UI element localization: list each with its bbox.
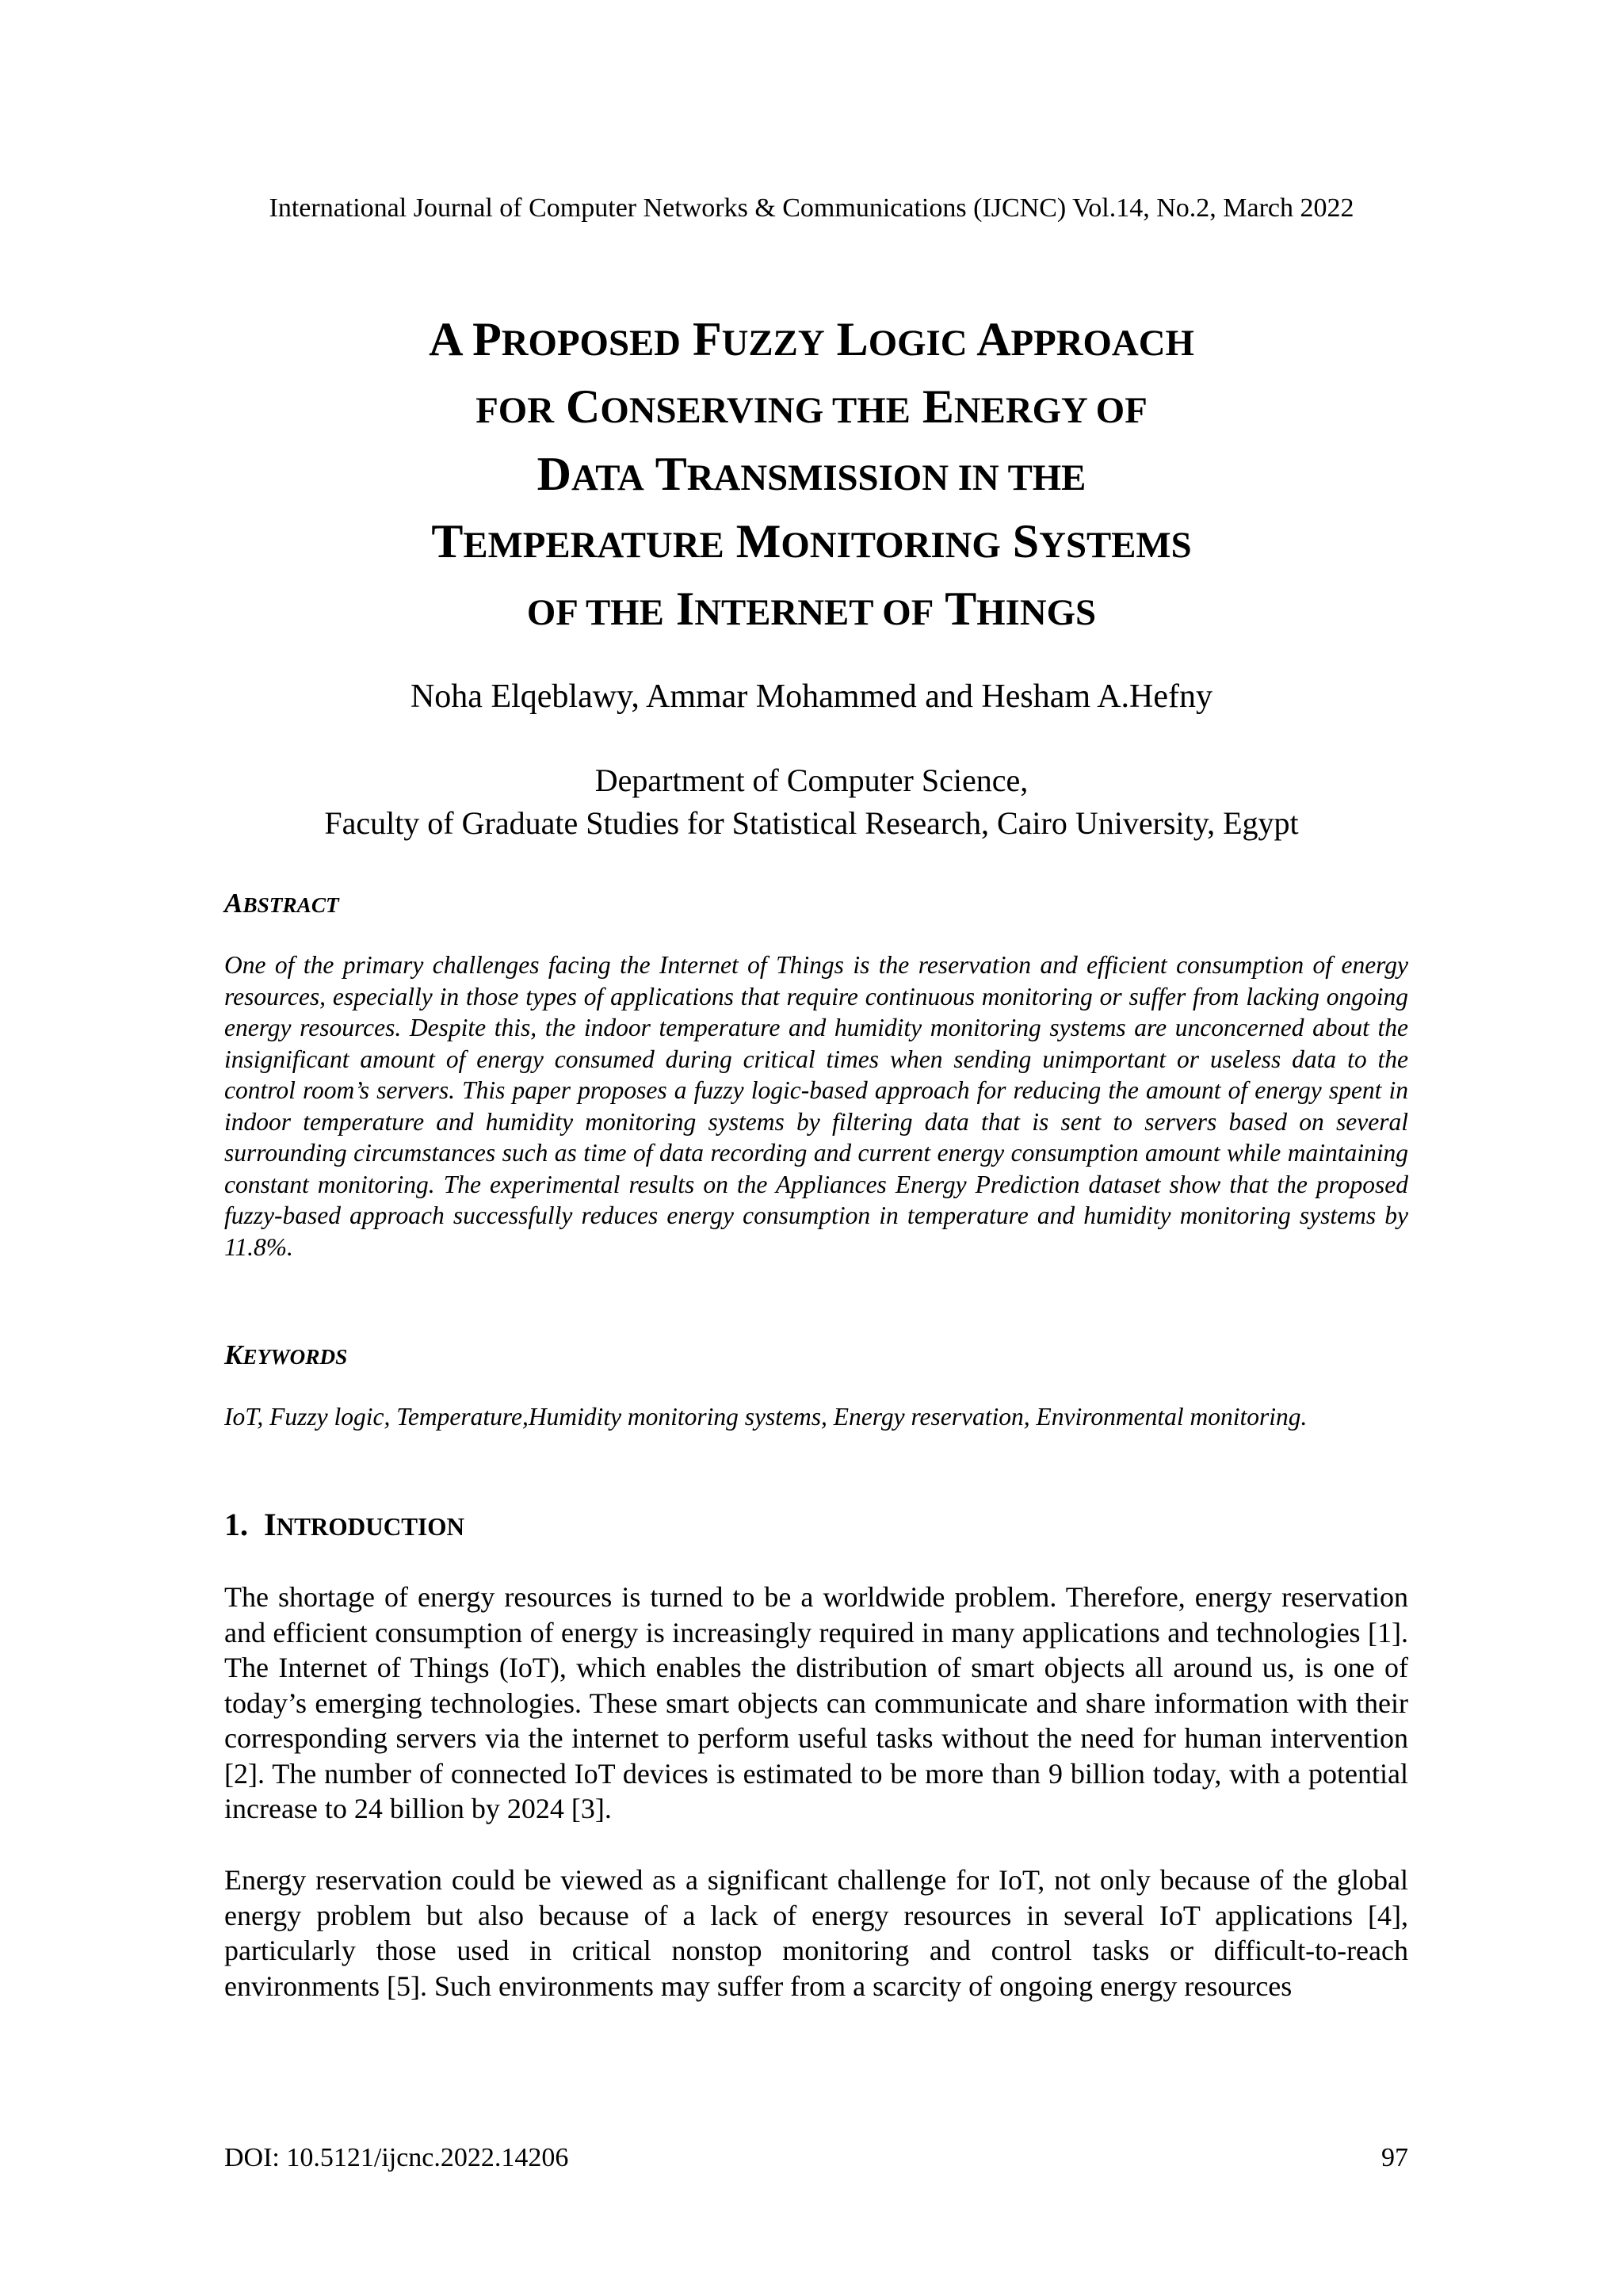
affiliation <box>0 759 1623 845</box>
abstract-text: One of the primary challenges facing the Internet of Things is the reservation and efficient consumption of energy resources, especially in those types of applications that require continuous monitoring or suffer from lacking ongoing energy resources. Despite this, the indoor temperature and humidity monitoring systems are unconcerned about the insignificant amount of energy consumed during critical times when sending unimportant or useless data to the control room’s servers. This paper proposes a fuzzy logic-based approach for reducing the amount of energy spent in indoor temperature and humidity monitoring systems by filtering data that is sent to servers based on several surrounding circumstances such as time of data recording and current energy consumption amount while maintaining constant monitoring. The experimental results on the Appliances Energy Prediction dataset show that the proposed fuzzy-based approach successfully reduces energy consumption in temperature and humidity monitoring systems by 11.8%. <box>224 951 1408 1261</box>
author-list: Noha Elqeblawy, Ammar Mohammed and Hesham A.Hefny <box>410 678 1213 715</box>
introduction-heading-initial: I <box>264 1507 277 1542</box>
abstract-heading-initial: A <box>224 888 243 919</box>
title-line <box>0 577 1623 644</box>
title-capital: A <box>967 313 1011 365</box>
page-number: 97 <box>1381 2143 1408 2172</box>
title-small-caps: OF <box>873 592 934 633</box>
title-small-caps: ROPOSED <box>501 323 681 364</box>
title-small-caps: HINGS <box>976 592 1097 633</box>
title-small-caps: ONSERVING <box>600 390 824 431</box>
abstract-heading-rest: BSTRACT <box>242 893 339 917</box>
title-small-caps: PPROACH <box>1010 323 1194 364</box>
keywords-text: IoT, Fuzzy logic, Temperature,Humidity monitoring systems, Energy reservation, Environmental monitoring. <box>224 1403 1308 1431</box>
keywords-heading-initial: K <box>224 1339 243 1370</box>
title-capital: E <box>910 380 954 433</box>
title-small-caps: RANSMISSION <box>686 457 949 499</box>
introduction-paragraph-2: Energy reservation could be viewed as a significant challenge for IoT, not only because of the global energy problem but also because of a lack of energy resources in several IoT applications [4], particularly those used in critical nonstop monitoring and control tasks or difficult-to-reach environments [5]. Such environments may suffer from a scarcity of ongoing energy resources <box>224 1864 1408 2002</box>
running-header: International Journal of Computer Networks & Communications (IJCNC) Vol.14, No.2, March 2022 <box>269 193 1354 223</box>
title-capital: L <box>824 313 869 365</box>
section-number: 1. <box>224 1507 248 1542</box>
introduction-heading-rest: NTRODUCTION <box>276 1513 464 1541</box>
title-capital: T <box>643 448 687 500</box>
title-capital: A <box>429 313 461 365</box>
affiliation-department: Department of Computer Science, <box>594 762 1029 798</box>
title-line <box>0 510 1623 577</box>
title-capital: F <box>680 313 722 365</box>
title-small-caps: NERGY <box>953 390 1087 431</box>
title-line <box>0 442 1623 510</box>
introduction-heading <box>224 1506 464 1543</box>
title-capital: T <box>934 583 977 635</box>
title-small-caps: THE <box>823 390 911 431</box>
paper-title <box>0 308 1623 644</box>
title-small-caps: OF <box>1086 390 1148 431</box>
keywords-heading-rest: EYWORDS <box>242 1345 348 1369</box>
keywords-heading <box>224 1339 347 1371</box>
footer-doi: DOI: 10.5121/ijcnc.2022.14206 <box>224 2143 569 2172</box>
title-capital: T <box>431 515 464 567</box>
title-small-caps: NTERNET <box>694 592 873 633</box>
title-capital: M <box>724 515 781 567</box>
title-small-caps: UZZY <box>721 323 825 364</box>
abstract-heading <box>224 888 339 919</box>
affiliation-institution: Faculty of Graduate Studies for Statistical Research, Cairo University, Egypt <box>324 805 1299 841</box>
title-small-caps: FOR <box>475 390 554 431</box>
title-small-caps: OF <box>526 592 578 633</box>
title-small-caps: THE <box>577 592 664 633</box>
title-capital: C <box>553 380 601 433</box>
title-small-caps: YSTEMS <box>1039 525 1192 566</box>
title-capital: I <box>663 583 695 635</box>
title-line <box>0 308 1623 375</box>
title-small-caps: OGIC <box>868 323 968 364</box>
title-capital: D <box>537 448 571 500</box>
title-line <box>0 375 1623 442</box>
title-capital: P <box>460 313 502 365</box>
title-small-caps: ATA <box>571 457 644 499</box>
title-small-caps: ONITORING <box>781 525 1001 566</box>
title-small-caps: THE <box>999 457 1086 499</box>
title-small-caps: EMPERATURE <box>463 525 724 566</box>
title-small-caps: IN <box>949 457 999 499</box>
introduction-paragraph-1: The shortage of energy resources is turned to be a worldwide problem. Therefore, energy reservation and efficient consumption of energy is increasingly required in many applications and technologies [1]. The Internet of Things (IoT), which enables the distribution of smart objects all around us, is one of today’s emerging technologies. These smart objects can communicate and share information with their corresponding servers via the internet to perform useful tasks without the need for human intervention [2]. The number of connected IoT devices is estimated to be more than 9 billion today, with a potential increase to 24 billion by 2024 [3]. <box>224 1581 1408 1824</box>
title-capital: S <box>1000 515 1040 567</box>
